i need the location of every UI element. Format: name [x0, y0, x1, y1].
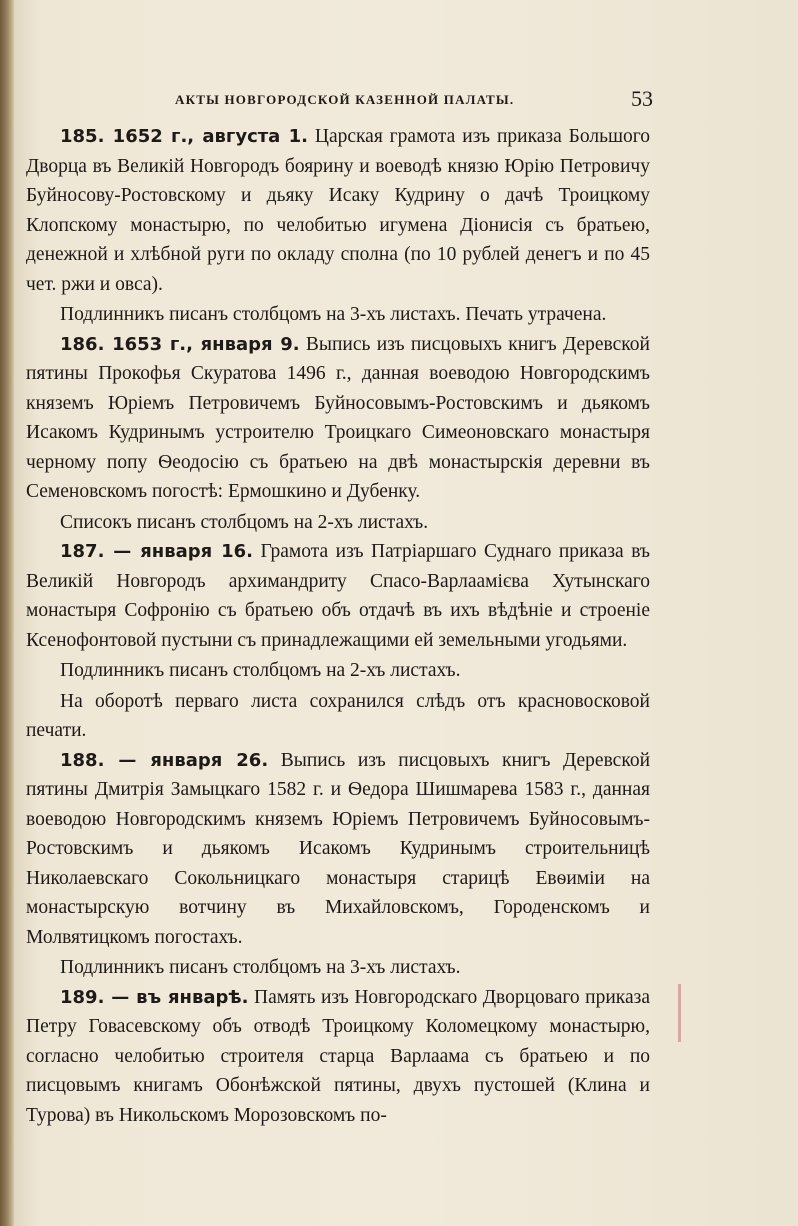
red-margin-mark	[678, 984, 681, 1042]
entry-note: На оборотѣ перваго листа сохранился слѣдъ отъ красновосковой печати.	[26, 690, 650, 741]
entry-186	[26, 330, 650, 507]
entry-185	[26, 122, 650, 299]
entry-note: Списокъ писанъ столбцомъ на 2-хъ листахъ.	[60, 511, 429, 533]
entry-note: Подлинникъ писанъ столбцомъ на 3-хъ листахъ. Печать утрачена.	[60, 304, 607, 325]
entry-189	[26, 983, 650, 1131]
document-body	[26, 122, 650, 1130]
book-spine-shadow	[0, 0, 14, 1226]
entry-heading: 186. 1653 г., января 9.	[60, 333, 300, 355]
entry-heading: 185. 1652 г., августа 1.	[60, 126, 308, 147]
entry-text: Царская грамота изъ приказа Большого Дворца въ Великій Новгородъ боярину и воеводѣ князю Юрію Петровичу Буйносову-Ростовскому и дьяку Исаку Кудрину о дачѣ Троицкому Клопскому монастырю, по челобитью игумена Діонисія съ братьею, денежной и хлѣбной руги по окладу сполна (по 10 рублей денегъ и по 45 чет. ржи и овса).	[26, 126, 651, 295]
entry-heading: 187. — января 16.	[60, 541, 253, 562]
page-number: 53	[631, 86, 653, 111]
entry-text: Грамота изъ Патріаршаго Суднаго приказа въ Великій Новгородъ архимандриту Спасо-Варлаамієва Хутынскаго монастыря Софронію съ братьею объ отдачѣ въ ихъ вѣдѣніе и строеніе Ксенофонтовой пустыни съ принадлежащими ей земельными угодьями.	[26, 541, 650, 651]
entry-note: Подлинникъ писанъ столбцомъ на 2-хъ листахъ.	[60, 660, 461, 681]
entry-heading: 188. — января 26.	[60, 749, 269, 771]
entry-text: Выпись изъ писцовыхъ книгъ Деревской пятины Дмитрія Замыцкаго 1582 г. и Ѳедора Шишмарева 1583 г., данная воеводою Новгородскимъ княземъ Юріемъ Петровичемъ Буйносовымъ-Ростовскимъ и дьякомъ Исакомъ Кудринымъ строительницѣ Николаевскаго Сокольницкаго монастыря старицѣ Евѳиміи на монастырскую вотчину въ Михайловскомъ, Городенскомъ и Молвятицкомъ погостахъ.	[26, 749, 651, 948]
running-title: АКТЫ НОВГОРОДСКОЙ КАЗЕННОЙ ПАЛАТЫ.	[175, 92, 515, 107]
entry-187	[26, 537, 650, 655]
entry-text: Выпись изъ писцовыхъ книгъ Деревской пятины Прокофья Скуратова 1496 г., данная воеводою Новгородскимъ княземъ Юріемъ Петровичемъ Буйносовымъ-Ростовскимъ и дьякомъ Исакомъ Кудринымъ устроителю Троицкаго Симеоновскаго монастыря черному попу Ѳеодосію съ братьею на двѣ монастырскія деревни въ Семеновскомъ погостѣ: Ермошкино и Дубенку.	[26, 333, 650, 502]
entry-note: Подлинникъ писанъ столбцомъ на 3-хъ листахъ.	[60, 957, 461, 978]
entry-text: Память изъ Новгородскаго Дворцоваго приказа Петру Говасевскому объ отводѣ Троицкому Коломецкому монастырю, согласно челобитью строителя старца Варлаама съ братьею и по писцовымъ книгамъ Обонѣжской пятины, двухъ пустошей (Клина и Турова) въ Никольскомъ Морозовскомъ по-	[26, 986, 650, 1126]
page-header	[50, 84, 655, 114]
entry-heading: 189. — въ январѣ.	[60, 986, 249, 1008]
entry-188	[26, 746, 650, 953]
